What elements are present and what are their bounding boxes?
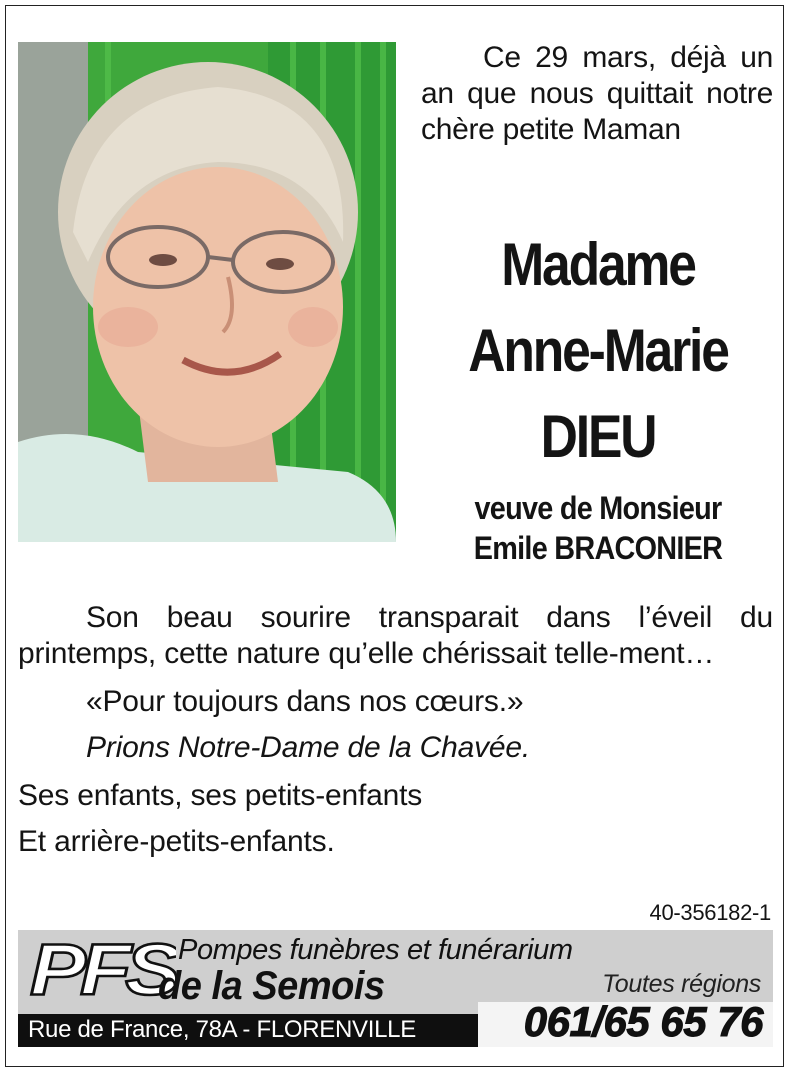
name-line-title: Madame [501,231,695,298]
family-line-1: Ses enfants, ses petits-enfants [18,779,423,812]
portrait-photo [18,42,396,542]
funeral-home-name: de la Semois [158,964,385,1008]
prayer-line: Prions Notre-Dame de la Chavée. [86,731,531,764]
family-line-2: Et arrière-petits-enfants. [18,825,335,858]
funeral-home-phone: 061/65 65 76 [523,998,763,1045]
memorial-paragraph: Son beau sourire transparait dans l’éveil du printemps, cette nature qu’elle chérissait telle-ment… [18,601,773,670]
name-line-last: DIEU [540,403,656,470]
spouse-line-1: veuve de Monsieur [474,490,722,526]
spouse-info [429,488,767,568]
notice-body [18,600,773,860]
pfs-logo-text: PFS [30,936,176,1008]
intro-text: Ce 29 mars, déjà un an que nous quittait notre chère petite Maman [421,41,773,146]
pfs-logo [26,936,176,1008]
name-line-first: Anne-Marie [468,317,728,384]
funeral-home-address: Rue de France, 78A - FLORENVILLE [28,1016,416,1043]
funeral-home-banner [18,930,773,1047]
reference-number: 40-356182-1 [649,900,771,925]
deceased-name [436,222,759,480]
service-area: Toutes régions [602,970,761,998]
spouse-line-2: Emile BRACONIER [473,530,723,566]
funeral-home-tagline: Pompes funèbres et funérarium [178,934,573,966]
memorial-quote: «Pour toujours dans nos cœurs.» [86,685,524,718]
